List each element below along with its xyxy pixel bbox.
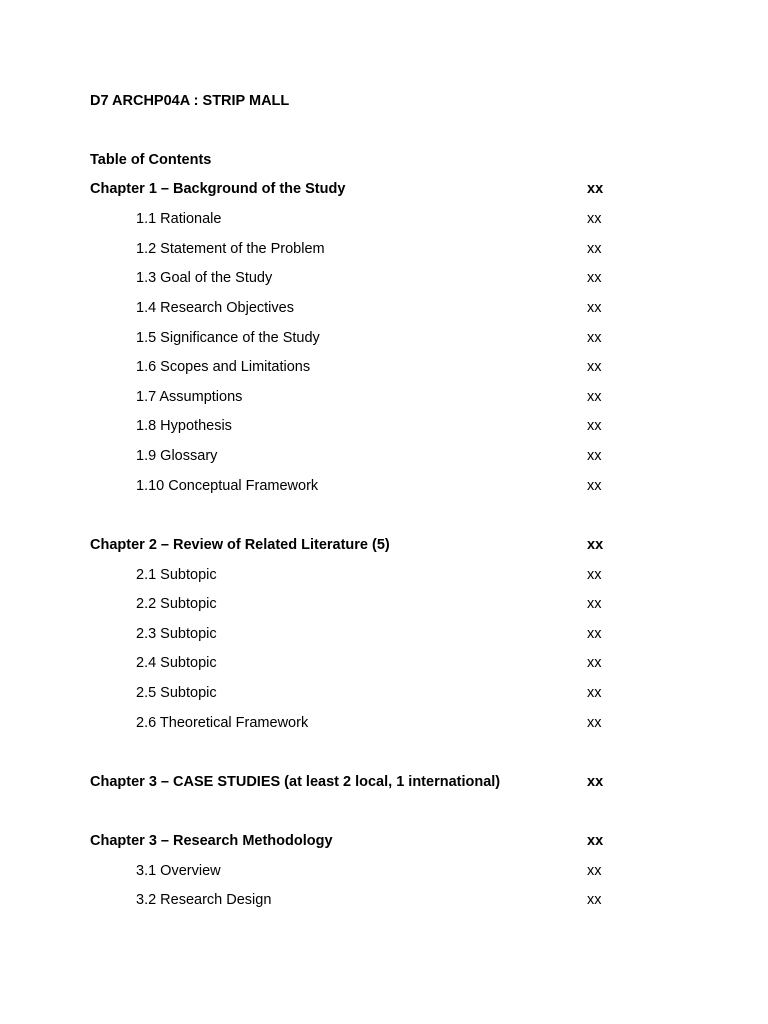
toc-row-chapter-1 (0, 181, 768, 201)
toc-label: 2.4 Subtopic (136, 655, 217, 671)
toc-label: 1.9 Glossary (136, 448, 218, 464)
toc-row (0, 448, 768, 468)
toc-row (0, 241, 768, 261)
toc-label: 1.3 Goal of the Study (136, 270, 273, 286)
toc-page-number: xx (587, 418, 602, 434)
toc-label: Chapter 3 – CASE STUDIES (at least 2 local, 1 international) (90, 774, 501, 790)
toc-row (0, 596, 768, 616)
toc-row (0, 270, 768, 290)
toc-label: 1.10 Conceptual Framework (136, 478, 319, 494)
toc-row (0, 892, 768, 912)
toc-row (0, 626, 768, 646)
toc-row (0, 389, 768, 409)
document-title: D7 ARCHP04A : STRIP MALL (90, 93, 290, 109)
toc-row (0, 715, 768, 735)
toc-row (0, 300, 768, 320)
toc-label: 1.6 Scopes and Limitations (136, 359, 311, 375)
toc-page-number: xx (587, 596, 602, 612)
toc-label: 1.7 Assumptions (136, 389, 243, 405)
toc-page-number: xx (587, 359, 602, 375)
toc-row (0, 863, 768, 883)
toc-page-number: xx (587, 211, 602, 227)
toc-label: 2.2 Subtopic (136, 596, 217, 612)
toc-label: 2.3 Subtopic (136, 626, 217, 642)
toc-label: 3.2 Research Design (136, 892, 272, 908)
toc-page-number: xx (587, 448, 602, 464)
toc-page-number: xx (587, 330, 602, 346)
toc-row-chapter-2 (0, 537, 768, 557)
toc-page-number: xx (587, 655, 602, 671)
toc-row (0, 655, 768, 675)
toc-label: 1.5 Significance of the Study (136, 330, 320, 346)
toc-label: 2.5 Subtopic (136, 685, 217, 701)
toc-page-number: xx (587, 892, 602, 908)
toc-page-number: xx (587, 833, 604, 849)
toc-page-number: xx (587, 774, 604, 790)
toc-page-number: xx (587, 181, 604, 197)
toc-page-number: xx (587, 567, 602, 583)
toc-label: Chapter 1 – Background of the Study (90, 181, 346, 197)
toc-row (0, 330, 768, 350)
toc-row (0, 359, 768, 379)
toc-page-number: xx (587, 863, 602, 879)
toc-row (0, 478, 768, 498)
toc-heading: Table of Contents (90, 152, 212, 168)
toc-label: 1.1 Rationale (136, 211, 222, 227)
toc-page-number: xx (587, 270, 602, 286)
toc-label: 2.1 Subtopic (136, 567, 217, 583)
toc-label: 3.1 Overview (136, 863, 221, 879)
toc-page-number: xx (587, 389, 602, 405)
toc-row (0, 685, 768, 705)
toc-page-number: xx (587, 241, 602, 257)
toc-row (0, 418, 768, 438)
toc-label: 1.2 Statement of the Problem (136, 241, 325, 257)
toc-row-chapter-3-case-studies (0, 774, 768, 794)
toc-row-chapter-3-methodology (0, 833, 768, 853)
toc-page-number: xx (587, 478, 602, 494)
toc-page-number: xx (587, 685, 602, 701)
toc-page-number: xx (587, 626, 602, 642)
toc-label: 1.8 Hypothesis (136, 418, 232, 434)
toc-row (0, 567, 768, 587)
toc-page-number: xx (587, 300, 602, 316)
toc-label: Chapter 2 – Review of Related Literature (5) (90, 537, 390, 553)
toc-label: 1.4 Research Objectives (136, 300, 294, 316)
toc-label: Chapter 3 – Research Methodology (90, 833, 333, 849)
toc-page-number: xx (587, 715, 602, 731)
toc-page-number: xx (587, 537, 604, 553)
toc-row (0, 211, 768, 231)
toc-label: 2.6 Theoretical Framework (136, 715, 309, 731)
